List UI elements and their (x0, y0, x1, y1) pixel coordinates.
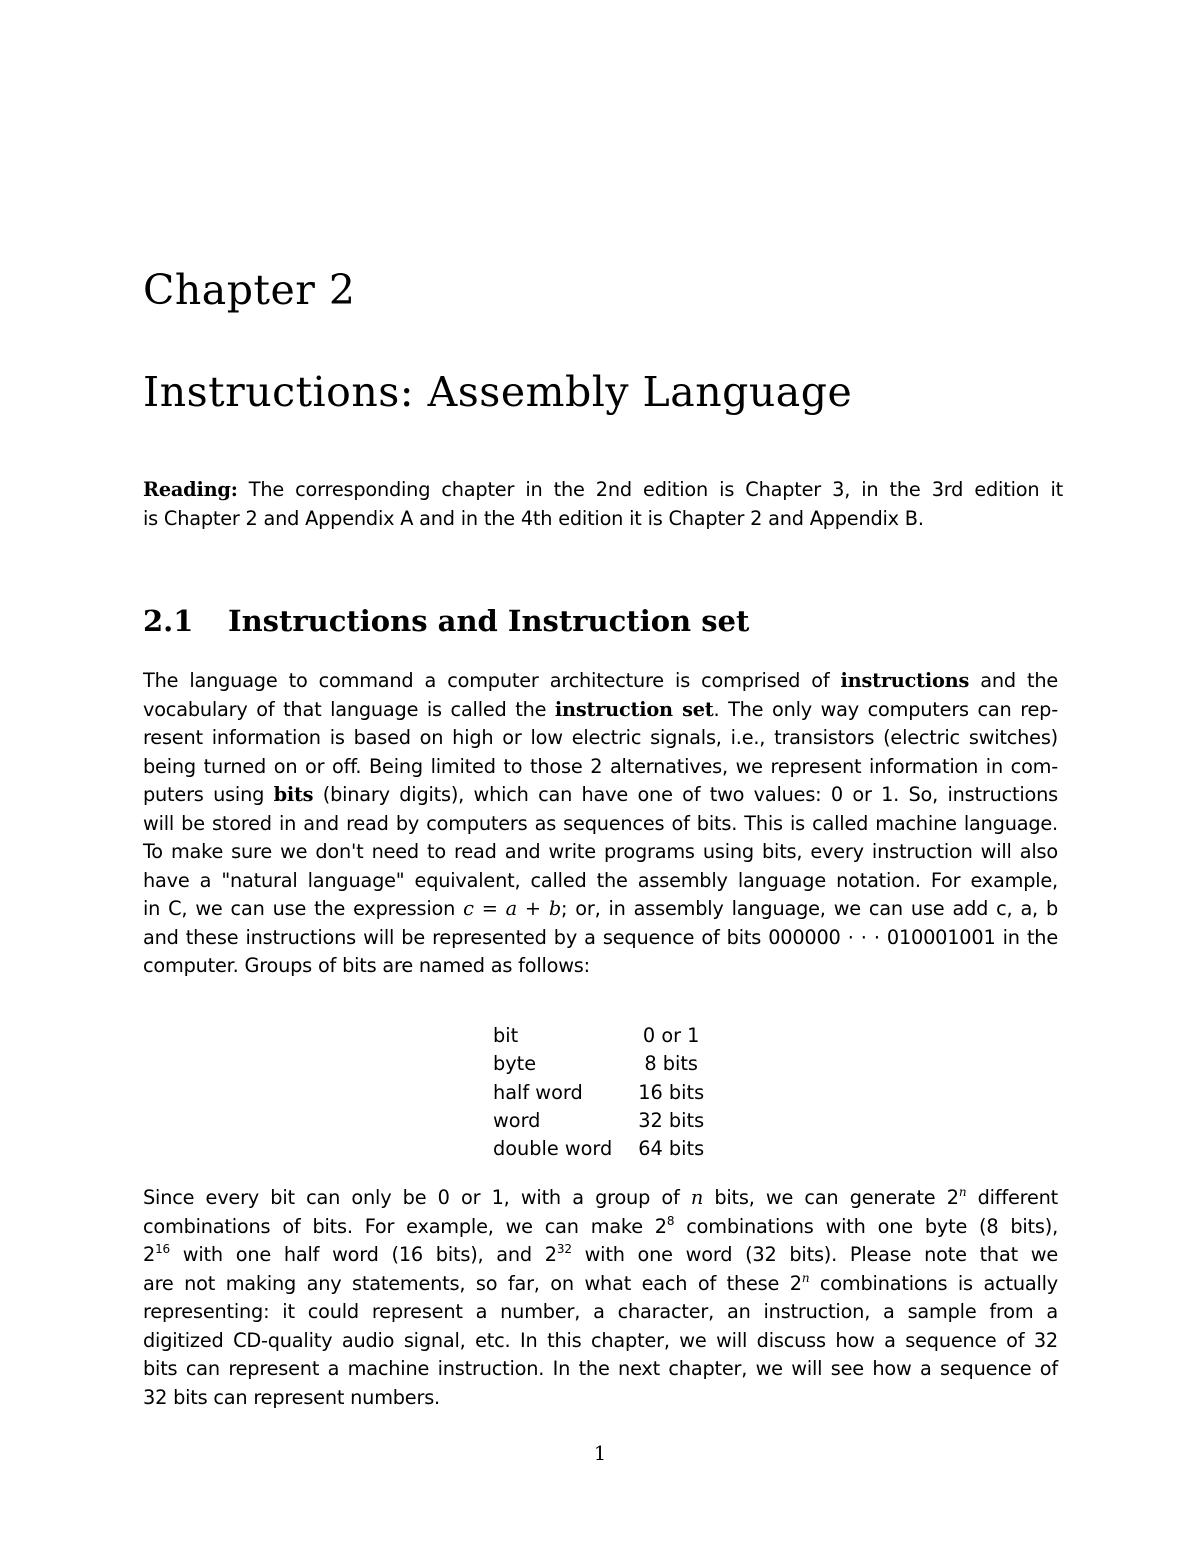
paragraph-line: in C, we can use the expression c = a + b; or, in assembly language, we can use add c, a, b (143, 897, 1059, 920)
paragraph-line: 32 bits can represent numbers. (143, 1385, 440, 1409)
paragraph-line: digitized CD-quality audio signal, etc. In this chapter, we will discuss how a sequence of 32 (143, 1328, 1058, 1352)
table-cell-size: 32 bits (638, 1108, 705, 1132)
table-row (480, 1022, 717, 1050)
paragraph-line: representing: it could represent a number, a character, an instruction, a sample from a (143, 1300, 1058, 1323)
reading-note (143, 476, 1063, 533)
table-cell-name: half word (493, 1080, 583, 1104)
paragraph-line: Since every bit can only be 0 or 1, with a group of n bits, we can generate 2$^n$ different (143, 1185, 1058, 1209)
table-row (480, 1079, 717, 1107)
table-cell-size: 16 bits (638, 1080, 705, 1104)
section-heading (143, 604, 749, 639)
paragraph-line: have a "natural language" equivalent, called the assembly language notation. For example, (143, 868, 1058, 892)
table-row (480, 1050, 717, 1078)
table-cell-name: word (493, 1108, 541, 1132)
paragraph-line: bits can represent a machine instruction. In the next chapter, we will see how a sequence of (143, 1357, 1058, 1380)
paragraph-line: combinations of bits. For example, we can make $2^8$ combinations with one byte (8 bits), (143, 1213, 1059, 1238)
paragraph-instructions (143, 667, 1058, 981)
paragraph-combinations (143, 1184, 1058, 1412)
section-number: 2.1 (143, 604, 194, 638)
chapter-title: Instructions: Assembly Language (143, 368, 853, 416)
table-row (480, 1135, 717, 1163)
table-cell-name: byte (493, 1052, 537, 1076)
table-cell-size: 8 bits (644, 1052, 698, 1076)
table-cell-size: 64 bits (638, 1137, 705, 1161)
chapter-label: Chapter 2 (143, 266, 356, 314)
page-number: 1 (593, 1442, 607, 1465)
table-cell-name: bit (493, 1024, 519, 1047)
paragraph-line: puters using bits (binary digits), which can have one of two values: 0 or 1. So, instructions (143, 783, 1058, 806)
term-instructions: instructions (840, 669, 970, 692)
paragraph-line: To make sure we don't need to read and write programs using bits, every instruction will also (143, 840, 1058, 863)
paragraph-line: will be stored in and read by computers as sequences of bits. This is called machine language. (143, 811, 1058, 835)
term-bits: bits (273, 783, 314, 806)
term-instruction-set: instruction set (554, 697, 714, 721)
table-cell-name: double word (493, 1137, 613, 1161)
paragraph-line: and these instructions will be represented by a sequence of bits 000000 · · · 010001001 in the (143, 925, 1058, 949)
paragraph-line: vocabulary of that language is called the instruction set. The only way computers can rep- (143, 697, 1058, 721)
paragraph-line: are not making any statements, so far, on what each of these 2$^n$ combinations is actually (143, 1270, 1058, 1295)
inline-math-expression: c = a + b (463, 897, 561, 920)
paragraph-line: The language to command a computer architecture is comprised of instructions and the (143, 669, 1058, 692)
bit-groups-table (480, 1022, 717, 1163)
paragraph-line: being turned on or off. Being limited to those 2 alternatives, we represent information in com- (143, 754, 1058, 778)
table-row (480, 1107, 717, 1135)
reading-line-2: is Chapter 2 and Appendix A and in the 4th edition it is Chapter 2 and Appendix B. (143, 506, 924, 530)
paragraph-line: computer. Groups of bits are named as follows: (143, 954, 590, 977)
table-cell-size: 0 or 1 (642, 1024, 700, 1047)
reading-label: Reading: (143, 478, 238, 501)
paragraph-line: $2^{16}$ with one half word (16 bits), and $2^{32}$ with one word (32 bits). Please note that we (143, 1242, 1059, 1266)
paragraph-line: resent information is based on high or low electric signals, i.e., transistors (electric switches) (143, 726, 1058, 749)
reading-line-1: Reading: The corresponding chapter in the 2nd edition is Chapter 3, in the 3rd edition it (143, 478, 1063, 501)
section-title: Instructions and Instruction set (228, 604, 750, 638)
